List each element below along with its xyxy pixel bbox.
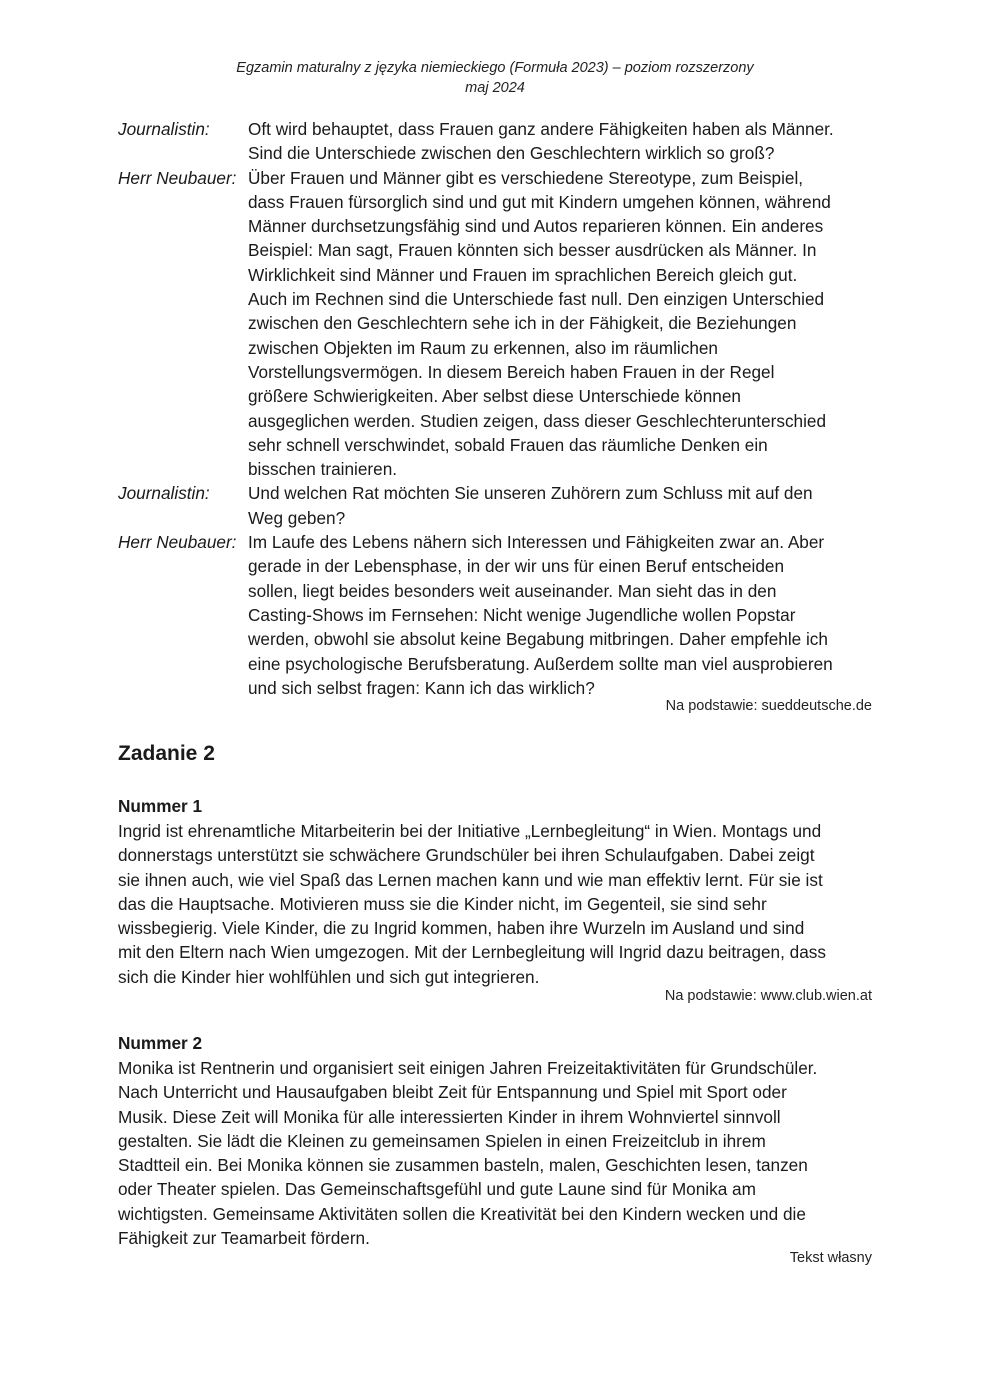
text-line: donnerstags unterstützt sie schwächere Grundschüler bei ihren Schulaufgaben. Dabei zeigt: [118, 845, 815, 866]
page-header: [0, 58, 990, 98]
text-line: Musik. Diese Zeit will Monika für alle interessierten Kinder in ihrem Wohnviertel sinnvoll: [118, 1106, 781, 1127]
speech-line: Weg geben?: [248, 507, 346, 528]
speech-line: dass Frauen fürsorglich sind und gut mit Kindern umgehen können, während: [248, 191, 831, 212]
text-line: Fähigkeit zur Teamarbeit fördern.: [118, 1228, 370, 1249]
speech-line: zwischen Objekten im Raum zu erkennen, also im räumlichen: [248, 337, 718, 358]
speech-line: Vorstellungsvermögen. In diesem Bereich haben Frauen in der Regel: [248, 361, 775, 382]
speech-line: Wirklichkeit sind Männer und Frauen im sprachlichen Bereich gleich gut.: [248, 264, 798, 285]
text-line: Nach Unterricht und Hausaufgaben bleibt Zeit für Entspannung und Spiel mit Sport oder: [118, 1082, 787, 1103]
dialogue-entry: [118, 530, 878, 700]
text-line: sie ihnen auch, wie viel Spaß das Lernen machen kann und wie man effektiv lernt. Für sie ist: [118, 869, 823, 890]
speech-line: größere Schwierigkeiten. Aber selbst diese Unterschiede können: [248, 386, 741, 407]
speech-text: [248, 481, 873, 530]
speech-line: Auch im Rechnen sind die Unterschiede fast null. Den einzigen Unterschied: [248, 289, 825, 310]
source-note: Na podstawie: www.club.wien.at: [664, 988, 872, 1004]
speaker-label: Herr Neubauer:: [118, 532, 237, 553]
source-note: Tekst własny: [789, 1250, 872, 1266]
dialogue-entry: [118, 117, 878, 166]
header-exam-title: Egzamin maturalny z języka niemieckiego (Formuła 2023) – poziom rozszerzony: [236, 60, 754, 76]
speech-line: Im Laufe des Lebens nähern sich Interessen und Fähigkeiten zwar an. Aber: [248, 532, 825, 553]
speech-text: [248, 530, 873, 700]
section-title: Nummer 1: [118, 796, 203, 816]
source-note: Na podstawie: sueddeutsche.de: [665, 698, 872, 714]
speech-line: eine psychologische Berufsberatung. Außerdem sollte man viel ausprobieren: [248, 653, 833, 674]
dialogue-entry: [118, 166, 878, 482]
speech-line: Oft wird behauptet, dass Frauen ganz andere Fähigkeiten haben als Männer.: [248, 119, 834, 139]
speech-line: Und welchen Rat möchten Sie unseren Zuhörern zum Schluss mit auf den: [248, 483, 813, 504]
speaker-label: Herr Neubauer:: [118, 167, 237, 188]
speech-line: werden, obwohl sie absolut keine Begabung mitbringen. Daher empfehle ich: [248, 629, 828, 650]
speech-line: ausgeglichen werden. Studien zeigen, dass dieser Geschlechterunterschied: [248, 410, 827, 431]
speech-line: bisschen trainieren.: [248, 459, 398, 480]
speech-line: Männer durchsetzungsfähig sind und Autos reparieren können. Ein anderes: [248, 216, 824, 237]
text-line: wichtigsten. Gemeinsame Aktivitäten sollen die Kreativität bei den Kindern wecken und die: [118, 1203, 806, 1224]
text-line: Monika ist Rentnerin und organisiert seit einigen Jahren Freizeitaktivitäten für Grundschüler.: [118, 1058, 818, 1078]
speech-line: sollen, liegt beides besonders weit auseinander. Man sieht das in den: [248, 580, 777, 601]
text-line: Ingrid ist ehrenamtliche Mitarbeiterin bei der Initiative „Lernbegleitung“ in Wien. Montags und: [118, 821, 822, 841]
speech-line: gerade in der Lebensphase, in der wir uns für einen Beruf entscheiden: [248, 556, 785, 577]
speech-text: [248, 166, 873, 482]
speech-line: Casting-Shows im Fernsehen: Nicht wenige Jugendliche wollen Popstar: [248, 604, 796, 625]
text-line: wissbegierig. Viele Kinder, die zu Ingrid kommen, haben ihre Wurzeln im Ausland und sind: [118, 918, 805, 939]
task-title: Zadanie 2: [118, 742, 215, 765]
speech-line: Sind die Unterschiede zwischen den Geschlechtern wirklich so groß?: [248, 143, 775, 164]
speaker-label: Journalistin:: [118, 483, 210, 504]
interview-transcript: [118, 117, 878, 700]
section-text: [118, 819, 878, 989]
dialogue-entry: [118, 481, 878, 530]
section-text: [118, 1056, 878, 1250]
text-line: oder Theater spielen. Das Gemeinschaftsgefühl und gute Laune sind für Monika am: [118, 1179, 756, 1200]
speech-line: und sich selbst fragen: Kann ich das wirklich?: [248, 677, 595, 698]
text-line: gestalten. Sie lädt die Kleinen zu gemeinsamen Spielen in einen Freizeitclub in ihrem: [118, 1130, 766, 1151]
speech-text: [248, 117, 873, 166]
speech-line: zwischen den Geschlechtern sehe ich in der Fähigkeit, die Beziehungen: [248, 313, 797, 334]
section-title: Nummer 2: [118, 1033, 203, 1053]
header-exam-date: maj 2024: [465, 80, 525, 96]
speech-line: Beispiel: Man sagt, Frauen könnten sich besser ausdrücken als Männer. In: [248, 240, 817, 261]
speech-line: Über Frauen und Männer gibt es verschiedene Stereotype, zum Beispiel,: [248, 167, 804, 188]
text-line: sich die Kinder hier wohlfühlen und sich gut integrieren.: [118, 966, 540, 987]
text-line: das die Hauptsache. Motivieren muss sie die Kinder nicht, im Gegenteil, sie sind sehr: [118, 893, 767, 914]
text-line: Stadtteil ein. Bei Monika können sie zusammen basteln, malen, Geschichten lesen, tanzen: [118, 1155, 808, 1176]
text-line: mit den Eltern nach Wien umgezogen. Mit der Lernbegleitung will Ingrid dazu beitragen, dass: [118, 942, 826, 963]
speech-line: sehr schnell verschwindet, sobald Frauen das räumliche Denken ein: [248, 434, 768, 455]
speaker-label: Journalistin:: [118, 119, 210, 139]
